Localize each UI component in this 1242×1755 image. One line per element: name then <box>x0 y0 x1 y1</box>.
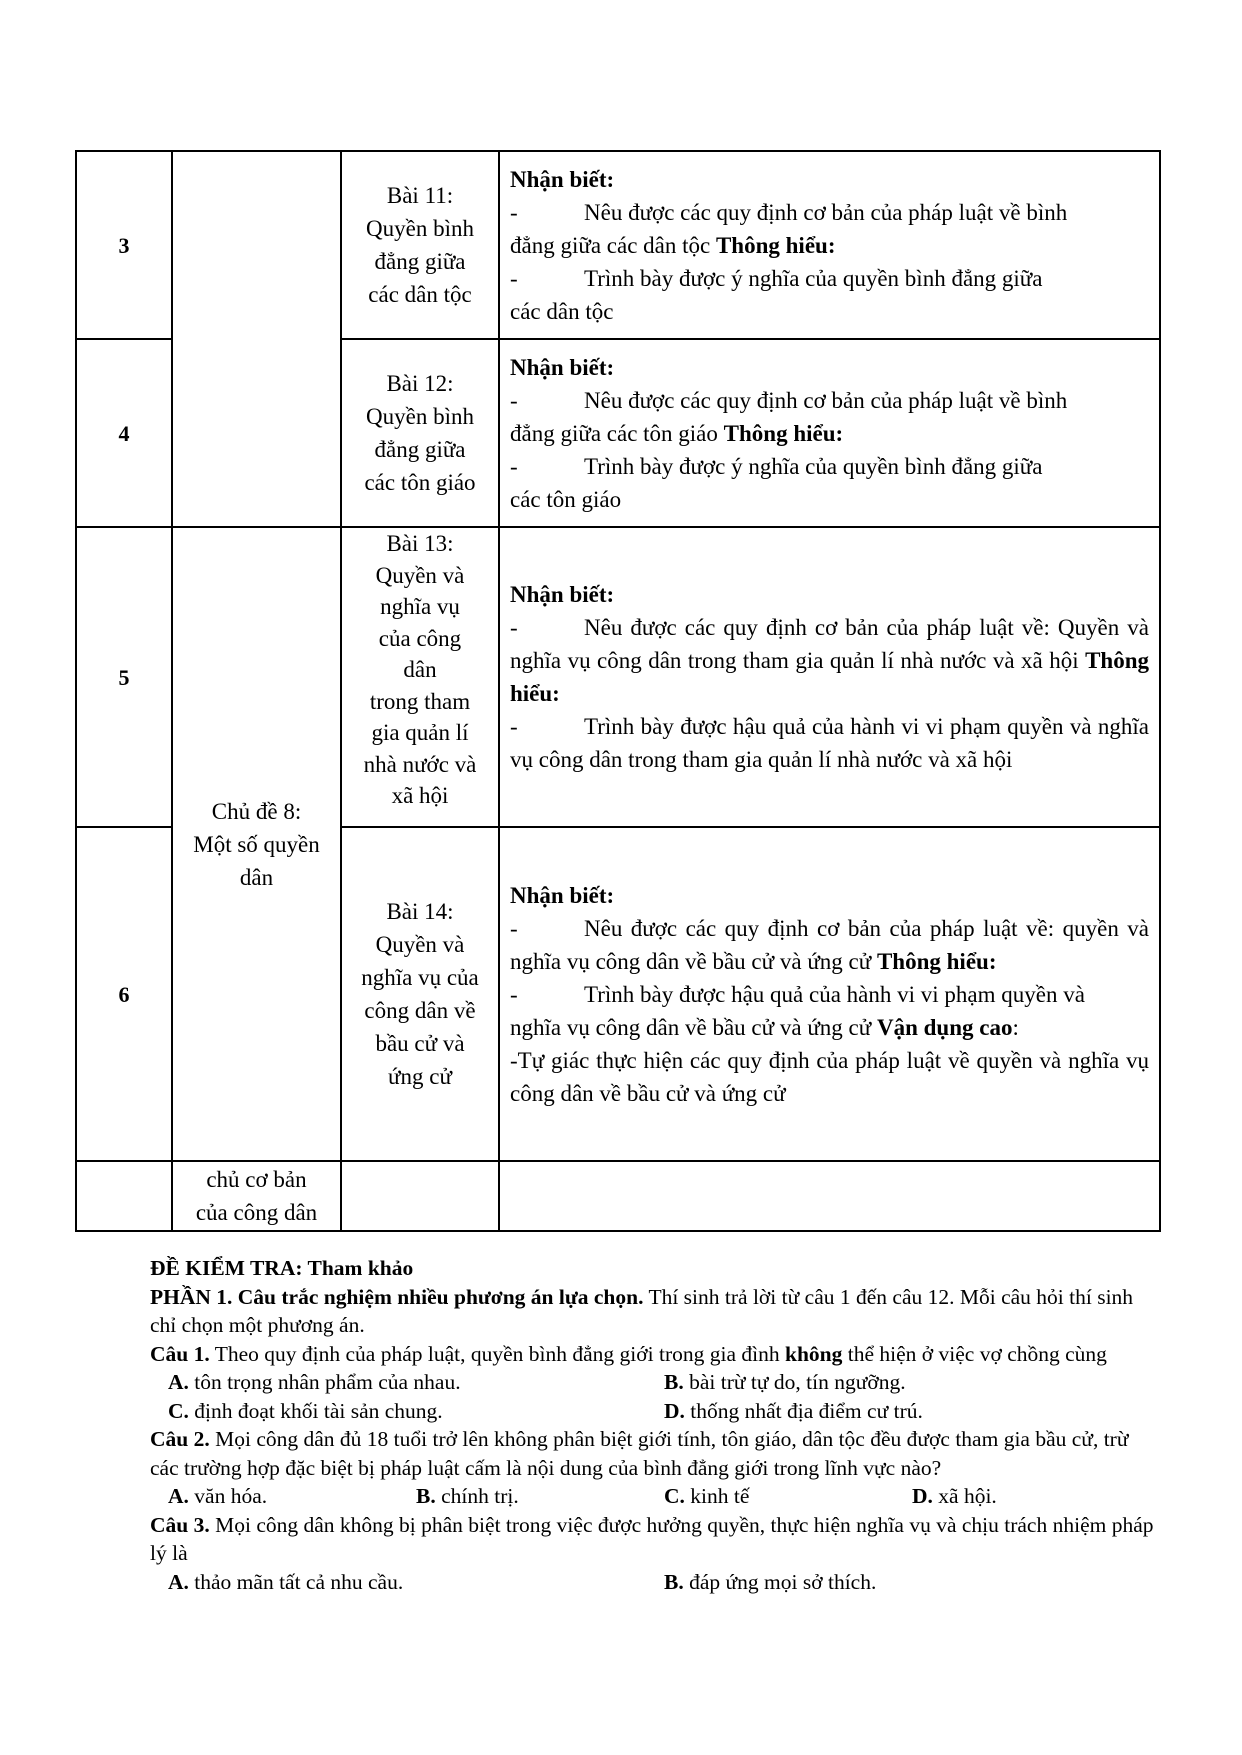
level-heading: Thông hiểu: <box>723 420 844 446</box>
answer-option[interactable]: B. bài trừ tự do, tín ngưỡng. <box>664 1370 906 1394</box>
lesson-cell: Bài 11: Quyền bình đẳng giữa các dân tộc <box>341 151 499 339</box>
topic-cell-continued: chủ cơ bản của công dân <box>172 1161 341 1231</box>
answer-option[interactable]: A. thảo mãn tất cả nhu cầu. <box>168 1569 404 1594</box>
level-heading: Nhận biết: <box>510 166 615 192</box>
level-heading: Nhận biết: <box>510 582 615 607</box>
lesson-cell-empty <box>341 1161 499 1231</box>
table-row <box>76 1161 1160 1231</box>
exam-section <box>150 1254 1160 1596</box>
row-number: 4 <box>76 339 172 527</box>
level-heading: Nhận biết: <box>510 354 615 380</box>
row-number-empty <box>76 1161 172 1231</box>
level-heading: Nhận biết: <box>510 882 615 908</box>
requirement-cell: Nhận biết: - Nêu được các quy định cơ bản của pháp luật về: Quyền và nghĩa vụ công dân trong tham gia quản lí nhà nước và xã hội Thông hiểu: - Trình bày được hậu quả của hành vi vi phạm quyền và nghĩa vụ công dân trong tham gia quản lí nhà nước và xã hội <box>499 527 1160 827</box>
level-heading: Thông hiểu: <box>715 232 836 258</box>
topic-cell-empty <box>172 151 341 527</box>
answer-option[interactable]: D. thống nhất địa điểm cư trú. <box>664 1398 923 1423</box>
question-2: Câu 2. Mọi công dân đủ 18 tuổi trở lên không phân biệt giới tính, tôn giáo, dân tộc đều được tham gia bầu cử, trừ các trường hợp đặc biệt bị pháp luật cấm là nội dung của bình đẳng giới trong lĩnh vực nào? <box>150 1427 1129 1480</box>
row-number: 3 <box>76 151 172 339</box>
lesson-cell: Bài 14: Quyền và nghĩa vụ của công dân về bầu cử và ứng cử <box>341 827 499 1161</box>
question-1: Câu 1. Theo quy định của pháp luật, quyền bình đẳng giới trong gia đình không thể hiện ở việc vợ chồng cùng <box>150 1341 1107 1366</box>
answer-option[interactable]: B. chính trị. <box>416 1484 519 1508</box>
question-3: Câu 3. Mọi công dân không bị phân biệt trong việc được hưởng quyền, thực hiện nghĩa vụ và chịu trách nhiệm pháp lý là <box>150 1512 1154 1565</box>
requirement-cell: Nhận biết: - Nêu được các quy định cơ bản của pháp luật về: quyền và nghĩa vụ công dân về bầu cử và ứng cử Thông hiểu: - Trình bày được hậu quả của hành vi vi phạm quyền và nghĩa vụ công dân về bầu cử và ứng cử Vận dụng cao: -Tự giác thực hiện các quy định của pháp luật về quyền và nghĩa vụ công dân về bầu cử và ứng cử <box>499 827 1160 1161</box>
part-instructions: PHẦN 1. Câu trắc nghiệm nhiều phương án lựa chọn. Thí sinh trả lời từ câu 1 đến câu 12. Mỗi câu hỏi thí sinh chỉ chọn một phương án. <box>150 1284 1134 1337</box>
level-heading: Thông hiểu: <box>876 948 997 974</box>
answer-option[interactable]: D. xã hội. <box>912 1484 997 1508</box>
table-row <box>76 151 1160 339</box>
lesson-cell: Bài 12: Quyền bình đẳng giữa các tôn giáo <box>341 339 499 527</box>
exam-matrix-table <box>75 150 1161 1232</box>
requirement-cell: Nhận biết: - Nêu được các quy định cơ bản của pháp luật về bình đẳng giữa các dân tộc Thông hiểu: - Trình bày được ý nghĩa của quyền bình đẳng giữa các dân tộc <box>499 151 1160 339</box>
answer-option[interactable]: B. đáp ứng mọi sở thích. <box>664 1569 877 1594</box>
level-heading: Thông hiểu: <box>510 648 1149 706</box>
table-row <box>76 527 1160 827</box>
answer-option[interactable]: A. tôn trọng nhân phẩm của nhau. <box>168 1370 461 1394</box>
answer-option[interactable]: C. kinh tế <box>664 1484 750 1508</box>
answer-option[interactable]: C. định đoạt khối tài sản chung. <box>168 1398 443 1423</box>
exam-title: ĐỀ KIỂM TRA: Tham khảo <box>150 1256 414 1280</box>
requirement-cell: Nhận biết: - Nêu được các quy định cơ bản của pháp luật về bình đẳng giữa các tôn giáo Thông hiểu: - Trình bày được ý nghĩa của quyền bình đẳng giữa các tôn giáo <box>499 339 1160 527</box>
row-number: 6 <box>76 827 172 1161</box>
requirement-cell-empty <box>499 1161 1160 1231</box>
row-number: 5 <box>76 527 172 827</box>
answer-option[interactable]: A. văn hóa. <box>168 1484 268 1508</box>
level-heading: Vận dụng cao <box>876 1014 1013 1040</box>
topic-cell: Chủ đề 8: Một số quyền dân <box>172 527 341 1161</box>
lesson-cell: Bài 13: Quyền và nghĩa vụ của công dân trong tham gia quản lí nhà nước và xã hội <box>341 527 499 827</box>
